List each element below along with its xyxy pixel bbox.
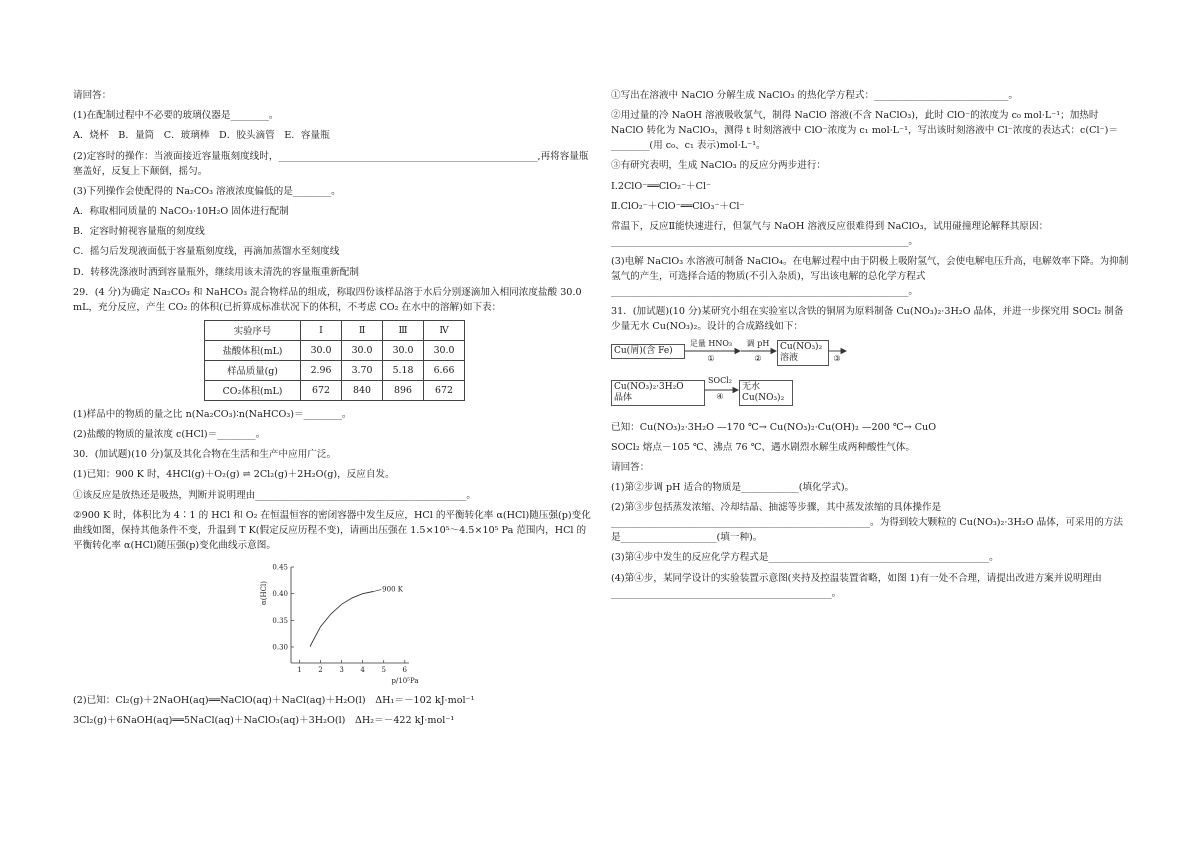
question-29-2: (2)盐酸的物质的量浓度 c(HCl)＝________。 bbox=[73, 429, 266, 441]
question-30-1: (1)已知：900 K 时，4HCl(g)＋O₂(g) ⇌ 2Cl₂(g)＋2H₂O(g)，反应自发。 bbox=[73, 469, 395, 481]
flowchart-arrows bbox=[611, 340, 931, 416]
x-tick-label: 1 bbox=[297, 665, 302, 674]
table-cell: 30.0 bbox=[301, 340, 342, 360]
flow-arrow-2-step: ② bbox=[754, 353, 762, 363]
right-q1: ①写出在溶液中 NaClO 分解生成 NaClO₃ 的热化学方程式：____________________________。 bbox=[611, 90, 1019, 101]
right-q3-step-1: Ⅰ.2ClO⁻══ClO₂⁻＋Cl⁻ bbox=[611, 180, 712, 192]
flow-arrow-4-step: ④ bbox=[716, 391, 724, 401]
table-header-row bbox=[205, 320, 465, 340]
flow-box-crystal-line1: Cu(NO₃)₂·3H₂O bbox=[614, 381, 684, 392]
conversion-chart bbox=[259, 559, 419, 689]
table-cell: 672 bbox=[301, 380, 342, 400]
series-label: 900 K bbox=[382, 585, 404, 594]
y-tick-label: 0.35 bbox=[272, 616, 288, 625]
question-3: (3)下列操作会使配得的 Na₂CO₃ 溶液浓度偏低的是________。 bbox=[73, 185, 341, 197]
x-axis-label: p/10⁵Pa bbox=[391, 676, 419, 685]
synthesis-flowchart bbox=[611, 340, 931, 416]
right-q3-step-2: Ⅱ.ClO₂⁻＋ClO⁻══ClO₃⁻＋Cl⁻ bbox=[611, 200, 745, 212]
question-1: (1)在配制过程中不必要的玻璃仪器是________。 bbox=[73, 110, 279, 122]
right-q4: (3)电解 NaClO₃ 水溶液可制备 NaClO₄。在电解过程中由于阴极上吸附氢气，会使电解电压升高，电解效率下降。为抑制氢气的产生，可选择合适的物质(不引入杂质)，写出该电解的总化学方程式______________________________________________________________。 bbox=[611, 256, 1129, 298]
flow-box-raw-copper: Cu(屑)(含 Fe) bbox=[611, 344, 685, 359]
table-cell: 样品质量(g) bbox=[205, 360, 301, 380]
flow-arrow-1-step: ① bbox=[707, 353, 715, 363]
flow-arrow-3-step: ③ bbox=[833, 353, 841, 363]
question-3-option-a: A．称取相同质量的 NaCO₃·10H₂O 固体进行配制 bbox=[73, 205, 289, 217]
table-cell: CO₂体积(mL) bbox=[205, 380, 301, 400]
flow-arrow-2-label: 调 pH bbox=[746, 338, 770, 348]
table-cell: 672 bbox=[424, 380, 465, 400]
question-29: 29．(4 分)为确定 Na₂CO₃ 和 NaHCO₃ 混合物样品的组成，称取四份该样品溶于水后分别逐滴加入相同浓度盐酸 30.0 mL，充分反应，产生 CO₂ 的体积(已折算成标准状况下的体积，不考虑 CO₂ 在水中的溶解)如下表： bbox=[73, 286, 582, 313]
question-2: (2)定容时的操作：当液面接近容量瓶刻度线时，______________________________________________________,再将容量瓶塞盖好，反复上下颠倒，摇匀。 bbox=[73, 150, 589, 177]
question-30-1a: ①该反应是放热还是吸热，判断并说明理由____________________________________________。 bbox=[73, 489, 476, 501]
right-q2: ②用过量的冷 NaOH 溶液吸收氯气，制得 NaClO 溶液(不含 NaClO₃)，此时 ClO⁻的浓度为 c₀ mol·L⁻¹；加热时 NaClO 转化为 NaClO₃，测得 t 时刻溶液中 ClO⁻浓度为 c₁ mol·L⁻¹，写出该时刻溶液中 Cl⁻浓度的表达式：c(Cl⁻)＝________(用 c₀、c₁ 表示)mol·L⁻¹。 bbox=[611, 110, 1118, 152]
y-tick-label: 0.30 bbox=[272, 643, 288, 652]
x-tick-label: 3 bbox=[339, 665, 344, 674]
table-header-cell: Ⅰ bbox=[301, 320, 342, 340]
known-1: 已知：Cu(NO₃)₂·3H₂O —170 ℃→ Cu(NO₃)₂·Cu(OH)₂ —200 ℃→ CuO bbox=[611, 421, 937, 433]
question-1-options: A．烧杯 B．量筒 C．玻璃棒 D．胶头滴管 E．容量瓶 bbox=[73, 130, 330, 142]
flow-arrow-1-head bbox=[735, 348, 740, 353]
series-line-900k bbox=[310, 591, 373, 646]
question-30-2a: (2)已知：Cl₂(g)＋2NaOH(aq)══NaClO(aq)＋NaCl(aq)＋H₂O(l) ΔH₁＝－102 kJ·mol⁻¹ bbox=[73, 694, 475, 706]
table-cell: 盐酸体积(mL) bbox=[205, 340, 301, 360]
question-30-2b: 3Cl₂(g)＋6NaOH(aq)══5NaCl(aq)＋NaClO₃(aq)＋3H₂O(l) ΔH₂＝－422 kJ·mol⁻¹ bbox=[73, 715, 455, 726]
conversion-chart-svg bbox=[259, 559, 419, 689]
known-2: SOCl₂ 熔点－105 ℃、沸点 76 ℃、遇水剧烈水解生成两种酸性气体。 bbox=[611, 441, 915, 453]
x-tick-label: 4 bbox=[360, 665, 365, 674]
table-row bbox=[205, 360, 465, 380]
ask-text: 请回答： bbox=[611, 461, 650, 473]
series-label-leader bbox=[373, 589, 381, 591]
table-cell: 840 bbox=[342, 380, 383, 400]
table-header-cell: 实验序号 bbox=[205, 320, 301, 340]
right-column bbox=[611, 88, 1131, 606]
y-tick-label: 0.45 bbox=[272, 563, 288, 572]
table-cell: 30.0 bbox=[424, 340, 465, 360]
left-column bbox=[73, 88, 595, 733]
table-header-cell: Ⅳ bbox=[424, 320, 465, 340]
table-cell: 6.66 bbox=[424, 360, 465, 380]
table-header-cell: Ⅲ bbox=[383, 320, 424, 340]
question-3-option-c: C．摇匀后发现液面低于容量瓶刻度线，再滴加蒸馏水至刻度线 bbox=[73, 246, 340, 258]
answer-4: (4)第④步，某同学设计的实验装置示意图(夹持及控温装置省略，如图 1)有一处不合理，请提出改进方案并说明理由______________________________________________。 bbox=[611, 572, 1102, 599]
table-cell: 30.0 bbox=[383, 340, 424, 360]
right-q3: ③有研究表明，生成 NaClO₃ 的反应分两步进行： bbox=[611, 160, 827, 172]
table-header-cell: Ⅱ bbox=[342, 320, 383, 340]
question-30-1b: ②900 K 时，体积比为 4∶1 的 HCl 和 O₂ 在恒温恒容的密闭容器中发生反应，HCl 的平衡转化率 α(HCl)随压强(p)变化曲线如图，保持其他条件不变，升温到 T K(假定反应历程不变)，请画出压强在 1.5×10⁵～4.5×10⁵ Pa 范围内，HCl 的平衡转化率 α(HCl)随压强(p)变化曲线示意图。 bbox=[73, 509, 591, 551]
table-row bbox=[205, 340, 465, 360]
table-cell: 30.0 bbox=[342, 340, 383, 360]
right-q3-text: 常温下，反应Ⅱ能快速进行，但氯气与 NaOH 溶液反应很难得到 NaClO₃，试用碰撞理论解释其原因：______________________________________________________________。 bbox=[611, 220, 1049, 247]
x-tick-label: 5 bbox=[381, 665, 386, 674]
x-tick-label: 6 bbox=[402, 665, 408, 674]
table-row bbox=[205, 380, 465, 400]
flow-box-anhydrous-line1: 无水 bbox=[742, 381, 761, 392]
flow-arrow-4-label: SOCl₂ bbox=[708, 375, 732, 385]
x-tick-label: 2 bbox=[318, 665, 323, 674]
table-cell: 5.18 bbox=[383, 360, 424, 380]
intro-text: 请回答： bbox=[73, 90, 112, 101]
flow-box-crystal-line2: 晶体 bbox=[614, 392, 633, 403]
answer-1: (1)第②步调 pH 适合的物质是____________(填化学式)。 bbox=[611, 482, 855, 494]
table-cell: 896 bbox=[383, 380, 424, 400]
flow-arrow-2-head bbox=[771, 348, 776, 353]
question-31: 31．(加试题)(10 分)某研究小组在实验室以含铁的铜屑为原料制备 Cu(NO₃)₂·3H₂O 晶体，并进一步探究用 SOCl₂ 制备少量无水 Cu(NO₃)₂。设计的合成路线如下： bbox=[611, 306, 1124, 333]
flow-arrow-3-head bbox=[841, 348, 846, 353]
answer-2: (2)第③步包括蒸发浓缩、冷却结晶、抽滤等步骤，其中蒸发浓缩的具体操作是______________________________________________________。为得到较大颗粒的 Cu(NO₃)₂·3H₂O 晶体，可采用的方法是____________________(填一种)。 bbox=[611, 502, 1124, 544]
flow-arrow-4-head bbox=[733, 387, 738, 392]
flow-arrow-1-label: 足量 HNO₃ bbox=[689, 338, 733, 348]
flow-box-anhydrous-line2: Cu(NO₃)₂ bbox=[742, 392, 785, 403]
flow-box-solution-line2: 溶液 bbox=[780, 352, 799, 363]
question-29-1: (1)样品中的物质的量之比 n(Na₂CO₃)∶n(NaHCO₃)＝________。 bbox=[73, 408, 352, 420]
question-30: 30．(加试题)(10 分)氯及其化合物在生活和生产中应用广泛。 bbox=[73, 449, 337, 461]
question-3-option-d: D．转移洗涤液时洒到容量瓶外，继续用该未清洗的容量瓶重新配制 bbox=[73, 266, 359, 278]
y-tick-label: 0.40 bbox=[272, 589, 288, 598]
question-3-option-b: B．定容时俯视容量瓶的刻度线 bbox=[73, 226, 205, 238]
y-axis-label: α(HCl) bbox=[260, 580, 268, 605]
flow-box-solution-line1: Cu(NO₃)₂ bbox=[780, 341, 823, 352]
experiment-table bbox=[204, 320, 465, 401]
table-cell: 3.70 bbox=[342, 360, 383, 380]
table-cell: 2.96 bbox=[301, 360, 342, 380]
answer-3: (3)第④步中发生的反应化学方程式是______________________________________________。 bbox=[611, 552, 999, 564]
